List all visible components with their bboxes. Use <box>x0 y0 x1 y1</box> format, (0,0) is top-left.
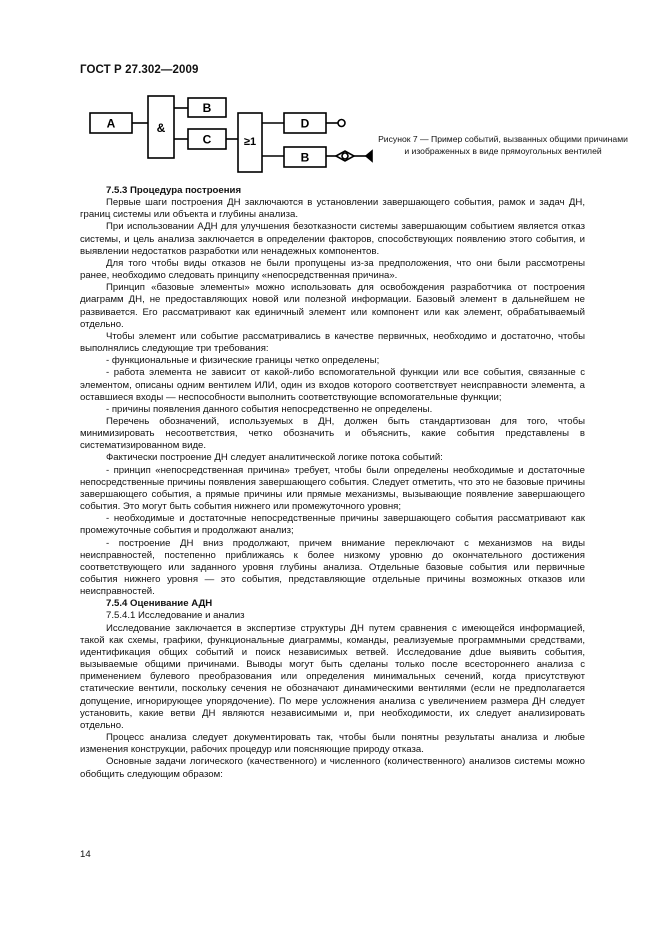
paragraph: - причины появления данного события непосредственно не определены. <box>106 403 433 415</box>
output-circle <box>338 120 345 127</box>
transfer-triangle <box>366 151 372 161</box>
document-body <box>80 185 585 781</box>
paragraph: Принцип «базовые элементы» можно использовать для освобождения разработчика от построения диаграмм ДН, не предоставляющих новой или полезной информации. Базовый элемент в дальнейшем не развивается. Его рассматривают как единичный элемент или компонент или как элемент, обрабатываемый отдельно. <box>80 282 585 330</box>
or-gate-label: ≥1 <box>243 136 257 148</box>
paragraph: Процесс анализа следует документировать так, чтобы были понятны результаты анализа и любые изменения конструкции, рабочих процедур или поясняющие природу отказа. <box>80 732 585 756</box>
paragraph: Перечень обозначений, используемых в ДН, должен быть стандартизован для того, чтобы минимизировать несоответствия, четко обозначить и объяснить, какие события представлены в систематизированном виде. <box>80 415 585 452</box>
event-b2-label: B <box>300 150 310 165</box>
figure-caption: Рисунок 7 — Пример событий, вызванных общими причинами и изображенных в виде прямоугольных вентилей <box>378 134 628 156</box>
paragraph: Первые шаги построения ДН заключаются в установлении завершающего события, рамок и задач ДН, границ системы или объекта и глубины анализа. <box>80 197 585 221</box>
section-heading: 7.5.4 Оценивание АДН <box>106 598 213 610</box>
paragraph: При использовании АДН для улучшения безотказности системы завершающим событием является отказ системы, и цель анализа заключается в определении факторов, способствующих появлению этого события, и выявлении недостатков разработки или ненадежных компонентов. <box>80 221 585 257</box>
event-b-label: B <box>202 101 212 115</box>
fault-tree-figure <box>88 94 388 174</box>
event-d-label: D <box>300 116 310 131</box>
event-a-label: A <box>106 116 116 131</box>
paragraph: - построение ДН вниз продолжают, причем внимание переключают с механизмов на виды неисправностей, постепенно приближаясь к более низкому уровню до окончательного достижения соответствующего или заданного уровня глубины анализа. Отдельные базовые события или первичные события нижнего уровня — это события, представляющие отдельные причины возможных отказов или неисправностей. <box>80 537 585 598</box>
paragraph: - функциональные и физические границы четко определены; <box>106 355 380 367</box>
paragraph: Фактически построение ДН следует аналитической логике потока событий: <box>106 452 443 464</box>
document-header: ГОСТ Р 27.302—2009 <box>80 64 199 76</box>
paragraph: Чтобы элемент или событие рассматривались в качестве первичных, необходимо и достаточно, чтобы выполнялись следующие три требования: <box>80 330 585 355</box>
paragraph: Исследование заключается в экспертизе структуры ДН путем сравнения с имеющейся информацией, такой как схемы, графики, функциональные диаграммы, команды, реализуемые программными средствами, идентификация общих событий и поиск независимых ветвей. Исследование дdue выявить события, вызываемые общими причинами. Выводы могут быть сделаны только после всестороннего анализа с применением булевого преобразования или определения минимальных сечений, когда присутствуют статические вентили, поскольку сечения не обозначают динамическими вентилями (если не предполагается допущение, игнорирующее упорядочение). По мере усложнения анализа с увеличением размера ДН следует установить, какие ветви ДН являются независимыми и, при необходимости, их следует анализировать отдельно. <box>80 622 585 731</box>
section-heading: 7.5.3 Процедура построения <box>106 185 242 196</box>
page-number: 14 <box>80 849 91 860</box>
paragraph: - необходимые и достаточные непосредственные причины завершающего события рассматривают как промежуточные события и продолжают анализ; <box>80 513 585 537</box>
paragraph: Для того чтобы виды отказов не были пропущены из-за предположения, что они были рассмотрены ранее, необходимо следовать принципу «непосредственная причина». <box>80 257 585 282</box>
paragraph: - работа элемента не зависит от какой-либо вспомогательной функции или все события, связанные с элементом, описаны одним вентилем ИЛИ, один из входов которого соответствует неисправности элемента, а оставшиеся входы — неспособности выполнить соответствующие вспомогательные функции; <box>80 367 585 403</box>
and-gate-label: & <box>156 121 166 135</box>
subsection-heading: 7.5.4.1 Исследование и анализ <box>106 610 245 622</box>
paragraph: Основные задачи логического (качественного) и численного (количественного) анализов системы можно обобщить следующим образом: <box>80 756 585 780</box>
paragraph: - принцип «непосредственная причина» требует, чтобы были определены необходимые и достаточные непосредственные причины появления завершающего события. Следует отметить, что это не базовые причины завершающего события, а прямые причины или прямые механизмы, вызывающие появление завершающего события. Это могут быть события нижнего или промежуточного уровня; <box>80 464 585 513</box>
event-c-label: C <box>202 132 212 147</box>
